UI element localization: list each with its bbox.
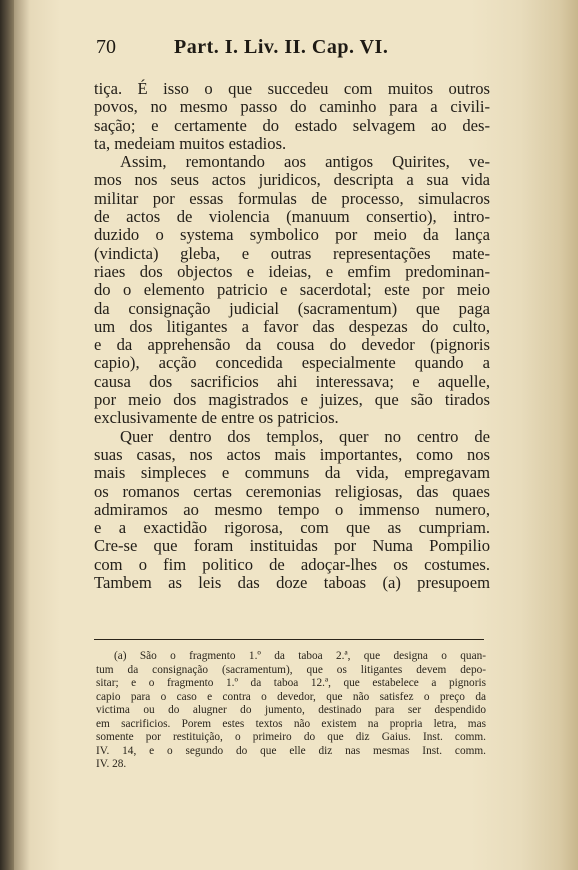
footnote-line: IV. 28.	[96, 758, 127, 770]
footnote-line: sitar; e o fragmento 1.º da taboa 12.ª, que estabelece a pignoris	[96, 677, 486, 689]
body-line: tiça. É isso o que succedeu com muitos outros	[94, 79, 490, 98]
footnote-line: capio para o caso e contra o devedor, que não satisfez o preço da	[96, 690, 486, 703]
body-line: e a exactidão rigorosa, com que as cumpriam.	[94, 518, 490, 538]
body-line: Tambem as leis das doze taboas (a) presupoem	[94, 573, 490, 593]
body-line: riaes dos objectos e ideias, e emfim predominan-	[94, 261, 490, 281]
body-line: Quer dentro dos templos, quer no centro de	[120, 426, 490, 446]
body-line: povos, no mesmo passo do caminho para a civili-	[94, 97, 490, 117]
body-line: sação; e certamente do estado selvagem ao des-	[94, 115, 490, 135]
footnote-line: tum da consignação (sacramentum), que os litigantes devem depo-	[96, 663, 486, 676]
body-line: do o elemento patricio e sacerdotal; este por meio	[94, 280, 490, 300]
page-number: 70	[96, 36, 116, 58]
body-line: militar por essas formulas de processo, simulacros	[94, 188, 490, 208]
body-line: (vindicta) gleba, e outras representações mate-	[94, 243, 490, 263]
footnote-line: victima ou do alugner do jumento, destinado para ser despendido	[96, 704, 486, 716]
footnote-divider	[94, 639, 484, 640]
body-line: os romanos certas ceremonias religiosas, das quaes	[94, 481, 490, 501]
body-line: Cre-se que foram instituidas por Numa Pompilio	[94, 536, 490, 556]
body-line: capio), acção concedida especialmente quando a	[94, 353, 490, 373]
running-title: Part. I. Liv. II. Cap. VI.	[174, 36, 389, 58]
body-line: ta, medeiam muitos estadios.	[94, 133, 287, 153]
body-line: mais simpleces e communs da vida, empregavam	[94, 463, 490, 483]
body-line: mos nos seus actos juridicos, descripta a sua vida	[94, 170, 490, 190]
footnote-line: em sacrificios. Porem estes textos não existem na propria letra, mas	[96, 717, 486, 730]
footnote-line: (a) São o fragmento 1.º da taboa 2.ª, que designa o quan-	[114, 650, 486, 662]
body-line: com o fim politico de adoçar-lhes os costumes.	[94, 554, 490, 574]
page-header	[96, 36, 496, 64]
body-line: causa dos sacrificios ahi interessava; e aquelle,	[94, 371, 490, 391]
body-text	[94, 80, 490, 592]
body-line: exclusivamente de entre os patricios.	[94, 408, 339, 428]
footnote-line: somente por restituição, o primeiro do que diz Gaius. Inst. comm.	[96, 731, 486, 743]
book-spine	[0, 0, 14, 870]
body-line: suas casas, nos actos mais importantes, como nos	[94, 444, 490, 464]
body-line: da consignação judicial (sacramentum) que paga	[94, 298, 490, 318]
body-line: de actos de violencia (manuum consertio), intro-	[94, 207, 490, 227]
body-line: e da apprehensão da cousa do devedor (pignoris	[94, 335, 490, 355]
body-line: Assim, remontando aos antigos Quirites, ve-	[120, 152, 490, 172]
body-line: admiramos ao mesmo tempo o immenso numero,	[94, 499, 490, 519]
body-line: por meio dos magistrados e juizes, que são tirados	[94, 390, 490, 410]
footnote-line: IV. 14, e o segundo do que elle diz nas mesmas Inst. comm.	[96, 744, 486, 757]
footnote	[96, 650, 486, 772]
body-line: um dos litigantes a favor das despezas do culto,	[94, 316, 490, 336]
body-line: duzido o systema symbolico por meio da lança	[94, 225, 490, 245]
